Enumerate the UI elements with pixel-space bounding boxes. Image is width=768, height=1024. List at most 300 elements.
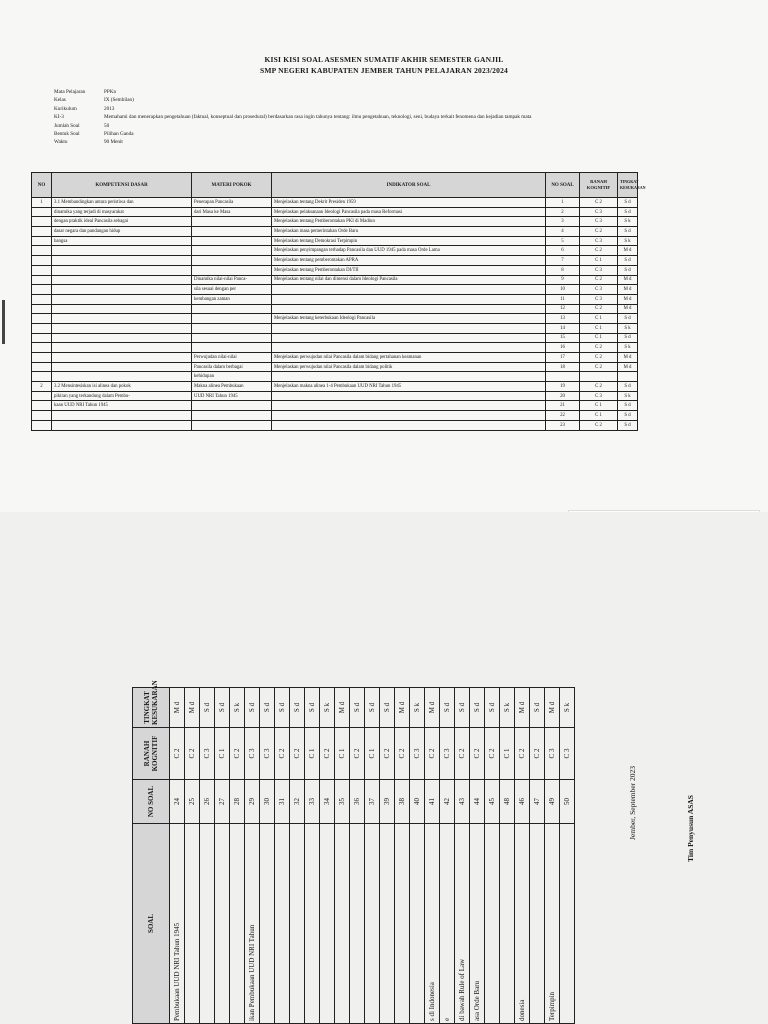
cell-tk: S k: [560, 688, 575, 728]
cell-rk: C 1: [365, 728, 380, 780]
table-row: [365, 688, 380, 1024]
cell-rk: C 2: [170, 728, 185, 780]
cell-no: [32, 372, 52, 382]
table-row: [485, 688, 500, 1024]
table-row: [215, 688, 230, 1024]
cell-ns: 25: [185, 780, 200, 824]
cell-ns: 8: [546, 265, 580, 275]
cell-rk: C 2: [580, 227, 618, 237]
table-row: [32, 198, 638, 208]
cell-tk: S d: [618, 401, 638, 411]
table-row: [455, 688, 470, 1024]
cell-ns: 5: [546, 236, 580, 246]
cell-ind: [395, 824, 410, 1024]
cell-tk: M d: [395, 688, 410, 728]
header-materi: MATERI POKOK: [192, 173, 272, 198]
cell-ind: [290, 824, 305, 1024]
cell-ind: [272, 420, 546, 430]
table-row: [32, 343, 638, 353]
cell-ind: Menjelaskan perwujudan nilai Pancasila dalam bidang politik: [272, 362, 546, 372]
cell-no: [32, 391, 52, 401]
cell-tk: M d: [515, 688, 530, 728]
cell-rk: C 1: [215, 728, 230, 780]
cell-tk: S d: [618, 207, 638, 217]
cell-rk: C 3: [560, 728, 575, 780]
table-row: [32, 362, 638, 372]
cell-ind: Menjelaskan tentang Dekrit Presiden 1959: [272, 198, 546, 208]
table-row: [32, 420, 638, 430]
cell-ns: 42: [440, 780, 455, 824]
table-row: [245, 688, 260, 1024]
cell-kd: 3.2 Mensintesiskan isi alinea dan pokok: [52, 382, 192, 392]
cell-tk: S k: [618, 391, 638, 401]
cell-ns: 6: [546, 246, 580, 256]
table-row: [425, 688, 440, 1024]
cell-kd: [52, 304, 192, 314]
header-no: NO: [32, 173, 52, 198]
cell-ind: Menjelaskan tentang Pemberontakan PKI di Madiun: [272, 217, 546, 227]
cell-kd: dasar negara dan pandangan hidup: [52, 227, 192, 237]
cell-tk: S k: [230, 688, 245, 728]
table-row: [32, 246, 638, 256]
meta-key: Waktu: [54, 139, 68, 146]
cell-materi: [192, 401, 272, 411]
cell-ind: [500, 824, 515, 1024]
cell-rk: C 3: [580, 294, 618, 304]
table-row: [290, 688, 305, 1024]
cell-ns: 17: [546, 353, 580, 363]
meta-value: 50: [104, 122, 110, 129]
table-row: [530, 688, 545, 1024]
cell-no: [32, 401, 52, 411]
meta-key: Bentuk Soal: [54, 131, 80, 138]
cell-ind: [485, 824, 500, 1024]
table-row: [560, 688, 575, 1024]
cell-kd: [52, 420, 192, 430]
cell-ind: [230, 824, 245, 1024]
cell-ns: 49: [545, 780, 560, 824]
cell-tk: S k: [410, 688, 425, 728]
cell-rk: C 2: [350, 728, 365, 780]
cell-materi: [192, 323, 272, 333]
table-row: [350, 688, 365, 1024]
cell-tk: S d: [470, 688, 485, 728]
table-row: [32, 304, 638, 314]
cell-rk: C 1: [500, 728, 515, 780]
cell-tk: M d: [185, 688, 200, 728]
table-row: [380, 688, 395, 1024]
cell-ind: [365, 824, 380, 1024]
cell-ns: 34: [320, 780, 335, 824]
cell-tk: M d: [618, 285, 638, 295]
cell-tk: S k: [618, 343, 638, 353]
cell-tk: S d: [618, 227, 638, 237]
cell-rk: C 1: [335, 728, 350, 780]
cell-tk: M d: [618, 353, 638, 363]
table-row: [32, 236, 638, 246]
cell-tk: S d: [618, 382, 638, 392]
table-row: [170, 688, 185, 1024]
table-row: [32, 391, 638, 401]
cell-ns: 44: [470, 780, 485, 824]
cell-tk: S d: [260, 688, 275, 728]
cell-tk: S d: [290, 688, 305, 728]
header-indikator: INDIKATOR SOAL: [272, 173, 546, 198]
meta-key: Jumlah Soal: [54, 122, 80, 129]
cell-ind: [272, 285, 546, 295]
cell-ind: Pembukaan UUD NRI Tahun 1945: [170, 824, 185, 1024]
meta-row: [54, 113, 531, 121]
cell-materi: Dinamika nilai-nilai Panca-: [192, 275, 272, 285]
cell-materi: dari Masa ke Masa: [192, 207, 272, 217]
cell-ns: 7: [546, 256, 580, 266]
cell-kd: [52, 265, 192, 275]
cell-materi: [192, 227, 272, 237]
cell-rk: C 3: [440, 728, 455, 780]
cell-tk: M d: [618, 304, 638, 314]
signature-place-date: Jember, September 2023: [628, 765, 637, 840]
cell-no: [32, 246, 52, 256]
cell-materi: UUD NRI Tahun 1945: [192, 391, 272, 401]
cell-tk: S k: [618, 323, 638, 333]
cell-no: [32, 411, 52, 421]
cell-ind: Menjelaskan tentang keterbukaan Ideologi Pancasila: [272, 314, 546, 324]
cell-rk: C 1: [580, 411, 618, 421]
cell-no: 1: [32, 198, 52, 208]
cell-rk: C 2: [580, 382, 618, 392]
cell-ind: [185, 824, 200, 1024]
cell-tk: M d: [425, 688, 440, 728]
cell-ind: e: [440, 824, 455, 1024]
cell-ind: Menjelaskan tentang nilai dan dimensi dalam Ideologi Pancasila: [272, 275, 546, 285]
cell-materi: [192, 236, 272, 246]
meta-value: Pilihan Ganda: [104, 131, 134, 138]
cell-ns: 3: [546, 217, 580, 227]
table-row: [410, 688, 425, 1024]
table-row: [470, 688, 485, 1024]
meta-value: 2013: [104, 105, 115, 112]
cell-tk: S d: [618, 314, 638, 324]
cell-tk: S d: [618, 265, 638, 275]
cell-no: [32, 343, 52, 353]
cell-ind: [272, 323, 546, 333]
cell-rk: C 2: [580, 198, 618, 208]
cell-ns: 39: [380, 780, 395, 824]
cell-tk: M d: [618, 362, 638, 372]
cell-ind: [260, 824, 275, 1024]
cell-kd: kaan UUD NRI Tahun 1945: [52, 401, 192, 411]
cell-no: [32, 420, 52, 430]
cell-materi: [192, 411, 272, 421]
cell-materi: [192, 265, 272, 275]
table-row: [500, 688, 515, 1024]
cell-materi: [192, 420, 272, 430]
cell-ind: [272, 294, 546, 304]
cell-rk: C 2: [230, 728, 245, 780]
cell-ns: 35: [335, 780, 350, 824]
header-soal: SOAL: [133, 824, 170, 1024]
cell-no: [32, 314, 52, 324]
cell-kd: [52, 353, 192, 363]
header-ranah: RANAH KOGNITIF: [133, 728, 170, 780]
header-nosoal: NO SOAL: [546, 173, 580, 198]
cell-ind: Menjelaskan tentang Demokrasi Terpimpin: [272, 236, 546, 246]
meta-value: IX (Sembilan): [104, 97, 134, 104]
cell-rk: C 3: [580, 265, 618, 275]
cell-ind: [272, 411, 546, 421]
meta-row: [54, 130, 531, 138]
cell-ns: 40: [410, 780, 425, 824]
cell-tk: S d: [618, 420, 638, 430]
rotated-table: [132, 680, 575, 1024]
cell-tk: M d: [618, 294, 638, 304]
cell-ns: 9: [546, 275, 580, 285]
cell-ind: [272, 343, 546, 353]
cell-tk: S k: [618, 236, 638, 246]
cell-kd: [52, 372, 192, 382]
cell-tk: S d: [275, 688, 290, 728]
cell-ind: Menjelaskan makna alinea 1-4 Pembukaan UUD NRI Tahun 1945: [272, 382, 546, 392]
cell-tk: S d: [365, 688, 380, 728]
cell-ind: donesia: [515, 824, 530, 1024]
table-row: [275, 688, 290, 1024]
cell-rk: C 3: [580, 391, 618, 401]
signature-team: Tim Penyusun ASAS: [686, 795, 695, 862]
cell-materi: [192, 304, 272, 314]
cell-rk: C 2: [580, 246, 618, 256]
cell-kd: [52, 285, 192, 295]
table-row: [32, 265, 638, 275]
cell-rk: C 2: [290, 728, 305, 780]
meta-row: [54, 96, 531, 104]
kisi-kisi-table-continued: [132, 680, 575, 1024]
rotated-table-wrapper: [132, 680, 620, 1024]
meta-value: Memahami dan menerapkan pengetahuan (faktual, konseptual dan prosedural) berdasarkan rasa ingin tahunya tentang: ilmu pengetahuan, teknologi, seni, budaya terkait fenomena dan kejadian tampak mata: [104, 114, 532, 121]
document-title: KISI KISI SOAL ASESMEN SUMATIF AKHIR SEMESTER GANJIL: [264, 55, 504, 64]
cell-rk: C 2: [185, 728, 200, 780]
table-row: [32, 275, 638, 285]
table-row: [32, 314, 638, 324]
cell-materi: Perwujudan nilai-nilai: [192, 353, 272, 363]
cell-rk: C 3: [545, 728, 560, 780]
cell-ind: [530, 824, 545, 1024]
cell-ind: Menjelaskan tentang pemberontakan APRA: [272, 256, 546, 266]
table-row: [32, 411, 638, 421]
cell-no: [32, 294, 52, 304]
cell-no: [32, 333, 52, 343]
cell-ns: 15: [546, 333, 580, 343]
cell-tk: S d: [350, 688, 365, 728]
cell-ns: 45: [485, 780, 500, 824]
cell-ns: 36: [350, 780, 365, 824]
cell-materi: sila sesuai dengan per: [192, 285, 272, 295]
cell-ns: 28: [230, 780, 245, 824]
cell-kd: [52, 362, 192, 372]
table-row: [185, 688, 200, 1024]
cell-ind: [335, 824, 350, 1024]
cell-ind: [200, 824, 215, 1024]
cell-rk: C 3: [580, 217, 618, 227]
cell-rk: C 3: [245, 728, 260, 780]
cell-ind: [410, 824, 425, 1024]
cell-ns: 48: [500, 780, 515, 824]
cell-ns: 24: [170, 780, 185, 824]
cell-ns: 33: [305, 780, 320, 824]
table-row: [32, 227, 638, 237]
cell-ind: [560, 824, 575, 1024]
cell-rk: C 3: [410, 728, 425, 780]
header-tingkat: TINGKAT KESUKARAN: [133, 688, 170, 728]
cell-ns: 37: [365, 780, 380, 824]
table-row: [545, 688, 560, 1024]
cell-ns: 16: [546, 343, 580, 353]
cell-no: [32, 256, 52, 266]
cell-ns: 21: [546, 401, 580, 411]
cell-kd: dengan praktik ideal Pancasila sebagai: [52, 217, 192, 227]
cell-ns: [546, 372, 580, 382]
cell-materi: Penerapan Pancasila: [192, 198, 272, 208]
cell-materi: [192, 256, 272, 266]
cell-no: [32, 265, 52, 275]
cell-ind: [272, 372, 546, 382]
cell-tk: S k: [320, 688, 335, 728]
table-row: [320, 688, 335, 1024]
cell-tk: S d: [485, 688, 500, 728]
table-row: [32, 401, 638, 411]
cell-materi: [192, 246, 272, 256]
cell-ind: Menjelaskan perwujudan nilai Pancasila dalam bidang pertahanan keamanan: [272, 353, 546, 363]
cell-tk: M d: [618, 275, 638, 285]
cell-materi: kembangan zaman: [192, 294, 272, 304]
cell-materi: [192, 333, 272, 343]
cell-ns: 22: [546, 411, 580, 421]
cell-tk: S d: [245, 688, 260, 728]
cell-no: [32, 217, 52, 227]
meta-key: Mata Pelajaran: [54, 89, 86, 95]
cell-materi: [192, 343, 272, 353]
cell-kd: pikiran yang terkandung dalam Pembu-: [52, 391, 192, 401]
cell-ind: asa Orde Baru: [470, 824, 485, 1024]
cell-kd: [52, 294, 192, 304]
cell-ns: 12: [546, 304, 580, 314]
table-row: [32, 294, 638, 304]
cell-rk: C 2: [580, 343, 618, 353]
cell-ns: 47: [530, 780, 545, 824]
cell-rk: C 3: [260, 728, 275, 780]
cell-ind: [272, 333, 546, 343]
table-row: [515, 688, 530, 1024]
cell-tk: S d: [215, 688, 230, 728]
cell-tk: S d: [618, 411, 638, 421]
cell-rk: C 2: [530, 728, 545, 780]
cell-ns: 43: [455, 780, 470, 824]
header-tingkat: TINGKAT KESUKARAN: [618, 173, 638, 198]
cell-ind: [272, 304, 546, 314]
table-row: [32, 285, 638, 295]
cell-tk: S d: [618, 198, 638, 208]
meta-key: KI-3: [54, 114, 64, 121]
cell-ind: [272, 401, 546, 411]
cell-tk: S d: [618, 256, 638, 266]
cell-ns: 50: [560, 780, 575, 824]
cell-rk: C 2: [425, 728, 440, 780]
cell-ns: 38: [395, 780, 410, 824]
cell-no: 2: [32, 382, 52, 392]
cell-rk: C 2: [580, 304, 618, 314]
cell-materi: [192, 314, 272, 324]
cell-ns: 2: [546, 207, 580, 217]
cell-ns: 30: [260, 780, 275, 824]
cell-rk: C 1: [580, 333, 618, 343]
cell-tk: S d: [380, 688, 395, 728]
table-row: [32, 207, 638, 217]
cell-ns: 14: [546, 323, 580, 333]
cell-rk: C 2: [380, 728, 395, 780]
cell-rk: C 2: [580, 275, 618, 285]
cell-no: [32, 275, 52, 285]
table-body: [32, 198, 638, 431]
meta-row: [54, 88, 531, 96]
cell-ind: Menjelaskan tentang Pemberontakan DI/TII: [272, 265, 546, 275]
cell-rk: C 1: [580, 323, 618, 333]
cell-ind: Menjelaskan masa pemerintahan Orde Baru: [272, 227, 546, 237]
scan-artifact: [2, 300, 5, 344]
header-kd: KOMPETENSI DASAR: [52, 173, 192, 198]
cell-rk: C 2: [275, 728, 290, 780]
cell-ns: 11: [546, 294, 580, 304]
cell-tk: S k: [500, 688, 515, 728]
meta-row: [54, 138, 531, 146]
cell-kd: [52, 333, 192, 343]
cell-no: [32, 285, 52, 295]
cell-rk: C 1: [305, 728, 320, 780]
header-nosoal: NO SOAL: [133, 780, 170, 824]
cell-tk: S d: [530, 688, 545, 728]
table-row: [395, 688, 410, 1024]
cell-ns: 26: [200, 780, 215, 824]
cell-no: [32, 227, 52, 237]
cell-rk: C 1: [580, 401, 618, 411]
cell-ns: 10: [546, 285, 580, 295]
cell-tk: S k: [618, 217, 638, 227]
cell-rk: C 2: [395, 728, 410, 780]
cell-tk: M d: [335, 688, 350, 728]
table-row: [440, 688, 455, 1024]
cell-no: [32, 362, 52, 372]
cell-ns: 20: [546, 391, 580, 401]
cell-no: [32, 323, 52, 333]
meta-value: PPKn: [104, 89, 117, 95]
cell-tk: [618, 372, 638, 382]
cell-kd: dinamika yang terjadi di masyarakat: [52, 207, 192, 217]
cell-ns: 46: [515, 780, 530, 824]
table-row: [32, 323, 638, 333]
table-row: [260, 688, 275, 1024]
cell-no: [32, 304, 52, 314]
cell-ind: [350, 824, 365, 1024]
cell-materi: Pancasila dalam berbagai: [192, 362, 272, 372]
cell-rk: [580, 372, 618, 382]
cell-ns: 4: [546, 227, 580, 237]
cell-rk: C 3: [580, 285, 618, 295]
cell-ns: 31: [275, 780, 290, 824]
table-row: [32, 333, 638, 343]
cell-ns: 32: [290, 780, 305, 824]
cell-rk: C 1: [580, 314, 618, 324]
cell-tk: S d: [440, 688, 455, 728]
table-row: [305, 688, 320, 1024]
cell-materi: kehidupan: [192, 372, 272, 382]
